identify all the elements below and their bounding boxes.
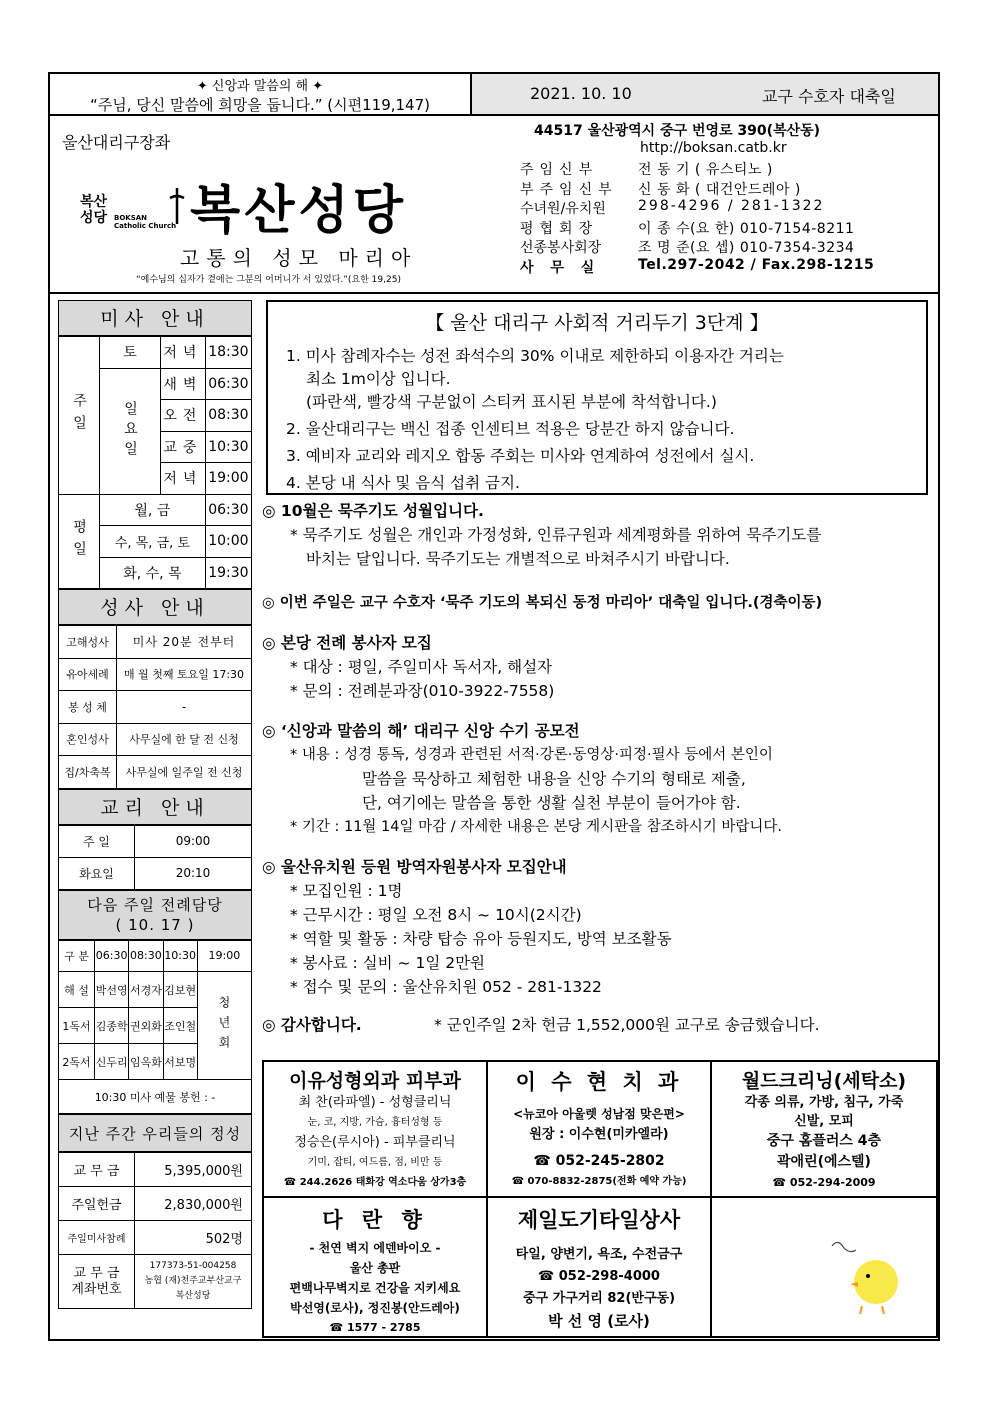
bulletin-page [48,72,940,1341]
notice-item: 1. 미사 참례자수는 성전 좌석수의 30% 이내로 제한하되 이용자간 거리는 [286,347,784,365]
sacrament-key: 집/차축복 [59,756,117,789]
giving-table [58,1152,252,1309]
mass-time: 06:30 [205,494,251,526]
ad-empty [712,1198,938,1338]
motto-title: ✦ 신앙과 말씀의 해 ✦ [196,79,324,94]
mass-time: 08:30 [205,400,251,432]
announcement-line: * 봉사료 : 실비 ~ 1일 2만원 [290,954,486,972]
contact-value: 이 종 수(요 한) 010-7154-8211 [638,220,855,237]
mass-time: 19:00 [205,463,251,495]
header-top [50,74,938,116]
giving-title: 지난 주간 우리들의 정성 [58,1114,252,1152]
liturgy-header: 08:30 [129,940,163,972]
sacrament-value: 매 월 첫째 토요일 17:30 [117,658,252,691]
ad-line: 신발, 모피 [794,1114,854,1129]
liturgy-date: ( 10. 17 ) [115,915,195,934]
giving-value: 502명 [135,1221,252,1255]
liturgy-title-block [58,890,252,940]
sunday-sub: 일요일 [100,368,161,494]
announcement-heading: ◎ 이번 주일은 교구 수호자 ‘묵주 기도의 복되신 동정 마리아’ 대축일 입니다.(경축이동) [262,595,823,611]
liturgy-header: 10:30 [163,940,197,972]
notice-item: 2. 울산대리구는 백신 접종 인센티브 적용은 당분간 하지 않습니다. [286,420,735,438]
contact-row [520,198,940,218]
sacrament-key: 고해성사 [59,626,117,659]
ad-line: 중구 가구거리 82(반구동) [522,1291,676,1306]
announcement-heading: ◎ 감사합니다. [262,1016,362,1034]
ad-wallpaper [262,1198,488,1338]
contact-row [520,159,940,179]
ad-line: 최 찬(라파엘) - 성형클리닉 [298,1095,452,1110]
announcement-line: 바치는 달입니다. 묵주기도는 개별적으로 바쳐주시기 바랍니다. [306,550,730,568]
sunday-label: 주일 [59,337,100,495]
ad-title: 제일도기타일상사 [517,1208,681,1232]
contact-value: 신 동 화 ( 대건안드레아 ) [638,181,801,198]
announcement-line: * 문의 : 전례분과장(010-3922-7558) [290,682,555,700]
liturgy-title: 다음 주일 전례담당 [87,895,223,914]
contact-key: 부주임신부 [520,181,618,198]
giving-key: 주일미사참례 [59,1221,135,1255]
parish-name: 복산성당 [190,180,407,241]
motto [50,74,470,114]
liturgy-table [58,940,252,1115]
announcement-heading: ◎ 본당 전례 봉사자 모집 [262,634,432,652]
mass-name: 저녁 [161,337,206,369]
liturgy-person: 조인철 [163,1008,197,1044]
contact-row [520,257,940,277]
patron-quote: “예수님의 십자가 곁에는 그분의 어머니가 서 있었다.”(요한 19,25) [136,275,401,285]
announcement-line: * 대상 : 평일, 주일미사 독서자, 해설자 [290,658,553,676]
contact-row [520,179,940,199]
ad-line: ☎ 070-8832-2875(전화 예약 가능) [511,1176,687,1187]
account-bank: 농협 (재)천주교부산교구 [144,1276,242,1286]
contact-key: 수녀원/유치원 [520,201,606,217]
mass-name: 오전 [161,400,206,432]
ad-line: 눈, 코, 지방, 가슴, 흉터성형 등 [307,1117,443,1128]
logo-small [80,194,107,226]
announcement-line: 단, 여기에는 말씀을 통한 생활 실천 부분이 들어가야 함. [362,794,741,812]
sacrament-value: - [117,691,252,724]
announcement [262,591,932,615]
contact-block [520,120,940,276]
weekday-label: 평일 [59,494,100,589]
mass-title: 미사 안내 [58,300,252,336]
notice-item: (파란색, 빨강색 구분없이 스티커 표시된 부분에 착석합니다.) [306,393,717,411]
announcement [262,855,932,999]
announcement-line: * 근무시간 : 평일 오전 8시 ~ 10시(2시간) [290,906,582,924]
giving-key: 주일헌금 [59,1187,135,1221]
ad-title: 이 수 현 치 과 [515,1070,683,1094]
announcement-line: 말씀을 묵상하고 체험한 내용을 신앙 수기의 형태로 제출, [362,770,746,788]
announcement-line: * 접수 및 문의 : 울산유치원 052 - 281-1322 [290,978,602,996]
contact-value: Tel.297-2042 / Fax.298-1215 [638,256,875,273]
liturgy-youth: 청년회 [197,972,251,1080]
announcement-line: * 묵주기도 성월은 개인과 가정성화, 인류구원과 세계평화를 위하여 묵주기도를 [290,526,822,544]
announcement [262,719,932,839]
announcement [262,1013,932,1037]
account-label: 교 무 금 계좌번호 [59,1255,135,1309]
diocese-label: 울산대리구장좌 [62,133,171,152]
liturgy-person: 김보현 [163,972,197,1008]
notice-item: 최소 1m이상 입니다. [306,370,451,388]
catechism-title: 교리 안내 [58,789,252,825]
notice-box [266,300,928,495]
liturgy-header: 19:00 [197,940,251,972]
ad-line: ☎ 052-298-4000 [538,1269,660,1284]
account-holder: 복산성당 [175,1291,211,1301]
catechism-key: 주 일 [59,825,135,857]
ad-line: 박선영(로사), 정진봉(안드레아) [290,1301,460,1315]
sacrament-table [58,625,252,789]
contact-value: 조 명 준(요 셉) 010-7354-3234 [638,240,855,256]
mass-name: 저녁 [161,463,206,495]
contact-value: 298-4296 / 281-1322 [638,198,825,214]
chick-icon [712,1198,938,1338]
liturgy-header: 구 분 [59,940,95,972]
liturgy-person: 김종학 [95,1008,129,1044]
ad-plastic-surgery [262,1062,488,1198]
contact-key: 선종봉사회장 [520,240,602,256]
cross-icon [168,186,186,226]
mass-time: 10:30 [205,431,251,463]
ad-line: 울산 총판 [349,1261,401,1275]
sacrament-title: 성사 안내 [58,589,252,625]
ad-tile [488,1198,712,1338]
ad-line: 정승은(루시아) - 피부클리닉 [294,1135,456,1150]
contact-key: 평협회장 [520,220,599,237]
ad-line: ☎ 1577 - 2785 [329,1321,421,1334]
sacrament-key: 혼인성사 [59,723,117,756]
sacrament-key: 봉 성 체 [59,691,117,724]
patron-name: 고통의 성모 마리아 [180,246,418,270]
giving-value: 5,395,000원 [135,1153,252,1187]
announcement [262,499,932,571]
liturgy-person: 임옥화 [129,1044,163,1080]
right-column [262,300,932,1037]
mass-time: 19:30 [205,557,251,589]
contact-value: 전 동 기 ( 유스티노 ) [638,162,773,178]
liturgy-offering: 10:30 미사 예물 봉헌 : - [59,1080,252,1114]
contact-key: 주임신부 [520,162,599,178]
ad-title: 월드크리닝(세탁소) [741,1070,907,1092]
mass-day: 수, 목, 금, 토 [100,526,206,558]
ad-line: 타일, 양변기, 욕조, 수전금구 [515,1247,683,1262]
ad-line: 곽애린(에스텔) [777,1154,871,1170]
mass-time: 06:30 [205,368,251,400]
announcement-heading: ◎ 울산유치원 등원 방역자원봉사자 모집안내 [262,858,567,876]
catechism-key: 화요일 [59,857,135,889]
announcement-line: * 군인주일 2차 헌금 1,552,000원 교구로 송금했습니다. [434,1016,820,1034]
mass-day: 화, 수, 목 [100,557,206,589]
liturgy-header: 06:30 [95,940,129,972]
logo-en-2: Catholic Church [114,222,177,230]
announcement-heading: ◎ ‘신앙과 말씀의 해’ 대리구 신앙 수기 공모전 [262,722,580,740]
ad-line: 각종 의류, 가방, 침구, 가죽 [744,1095,904,1110]
mass-time: 18:30 [205,337,251,369]
contact-key: 사 무 실 [520,259,601,276]
bulletin-date: 2021. 10. 10 [530,84,632,103]
ad-line: - 천연 벽지 에덴바이오 - [309,1241,441,1255]
liturgy-person: 박선영 [95,972,129,1008]
announcement-line: * 모집인원 : 1명 [290,882,403,900]
ad-title: 이유성형외과 피부과 [289,1070,461,1092]
sacrament-value: 미사 20분 전부터 [117,626,252,659]
catechism-value: 20:10 [135,857,252,889]
announcements [262,499,932,1037]
ad-line: 박 선 영 (로사) [548,1312,650,1330]
mass-time: 10:00 [205,526,251,558]
mass-table [58,336,252,589]
mass-day: 월, 금 [100,494,206,526]
homepage[interactable] [520,140,940,160]
ad-line: 편백나무벽지로 건강을 지키세요 [289,1281,461,1295]
logo-small-bottom: 성당 [80,210,108,226]
ad-line: 중구 홈플러스 4층 [766,1133,882,1149]
left-column [58,300,252,1309]
announcement-heading: ◎ 10월은 묵주기도 성월입니다. [262,502,484,520]
ad-line: ☎ 052-245-2802 [533,1153,665,1169]
catechism-value: 09:00 [135,825,252,857]
liturgy-person: 권외화 [129,1008,163,1044]
liturgy-role: 1독서 [59,1008,95,1044]
date-block [470,74,938,114]
ad-dental [488,1062,712,1198]
header-parish [50,116,938,294]
liturgy-person: 신두리 [95,1044,129,1080]
liturgy-person: 서경자 [129,972,163,1008]
ad-cleaning [712,1062,938,1198]
liturgy-role: 2독서 [59,1044,95,1080]
notice-item: 4. 본당 내 식사 및 음식 섭취 금지. [286,474,520,492]
logo-en [114,214,176,230]
ad-title: 다 란 향 [322,1208,428,1232]
notice-item: 3. 예비자 교리와 레지오 합동 주회는 미사와 연계하여 성전에서 실시. [286,447,755,465]
ad-line: ☎ 244.2626 태화강 역소다움 상가3층 [283,1177,467,1188]
announcement-line: * 기간 : 11월 14일 마감 / 자세한 내용은 본당 게시판을 참조하시기 바랍니다. [290,819,783,835]
announcement-line: * 내용 : 성경 통독, 성경과 관련된 서적·강론·동영상·피정·필사 등에서 본인이 [290,747,773,763]
feast-name: 교구 수호자 대축일 [762,87,896,106]
ad-line: 기미, 잡티, 여드름, 점, 비만 등 [307,1157,443,1168]
mass-name: 교중 [161,431,206,463]
announcement-line: * 역할 및 활동 : 차량 탑승 유아 등원지도, 방역 보조활동 [290,930,672,948]
logo-small-top: 복산 [80,194,108,210]
ads-grid [262,1060,940,1338]
account-number: 177373-51-004258 [149,1261,237,1271]
sacrament-value: 사무실에 한 달 전 신청 [117,723,252,756]
giving-value: 2,830,000원 [135,1187,252,1221]
notice-title: 【 울산 대리구 사회적 거리두기 3단계 】 [425,312,769,334]
address-text: 44517 울산광역시 중구 번영로 390(복산동) [534,123,821,139]
sacrament-key: 유아세례 [59,658,117,691]
mass-name: 새벽 [161,368,206,400]
liturgy-role: 해 설 [59,972,95,1008]
homepage-link[interactable]: http://boksan.catb.kr [640,139,787,156]
ad-line: 원장 : 이수현(미카엘라) [529,1127,669,1142]
account-info [135,1255,252,1309]
liturgy-person: 서보명 [163,1044,197,1080]
giving-key: 교 무 금 [59,1153,135,1187]
contact-row [520,218,940,238]
mass-day: 토 [100,337,161,369]
announcement [262,631,932,703]
logo-en-1: BOKSAN [114,214,148,222]
sacrament-value: 사무실에 일주일 전 신청 [117,756,252,789]
contact-row [520,237,940,257]
address [520,120,940,140]
ad-line: ☎ 052-294-2009 [772,1176,876,1189]
ad-line: <뉴코아 아울렛 성남점 맞은편> [513,1107,685,1121]
catechism-table [58,825,252,890]
motto-quote: “주님, 당신 말씀에 희망을 둡니다.” (시편119,147) [89,96,430,114]
